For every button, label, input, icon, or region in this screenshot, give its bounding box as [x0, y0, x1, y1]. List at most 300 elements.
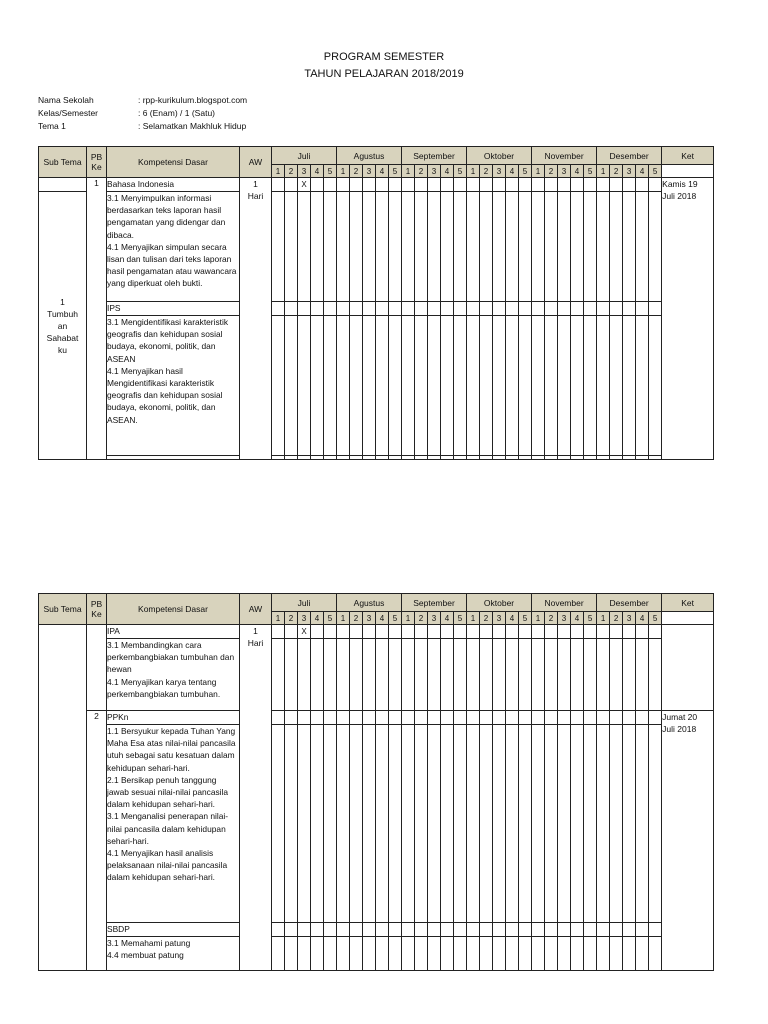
header-month-desember: Desember — [597, 594, 662, 612]
table-row — [39, 302, 714, 316]
schedule-cell — [428, 923, 441, 937]
schedule-cell — [363, 178, 376, 192]
kd-text: 3.1 Mengidentifikasi karakteristik geografis dan kehidupan sosial budaya, ekonomi, politik, dan ASEAN 4.1 Menyajikan hasil Mengidentifikasi karakteristik geografis dan kehidupan sosial budaya, ekonomi, politik, dan ASEAN. — [107, 316, 240, 456]
schedule-cell — [376, 456, 389, 460]
schedule-cell — [506, 192, 519, 302]
schedule-cell — [441, 937, 454, 971]
schedule-cell — [454, 302, 467, 316]
schedule-cell — [636, 711, 649, 725]
schedule-cell — [350, 316, 363, 456]
schedule-cell — [402, 639, 415, 711]
schedule-cell — [402, 192, 415, 302]
schedule-cell — [558, 923, 571, 937]
schedule-cell — [363, 625, 376, 639]
week-3-juli: 3 — [298, 612, 311, 625]
week-1-agustus: 1 — [337, 612, 350, 625]
schedule-cell — [623, 316, 636, 456]
schedule-cell — [272, 192, 285, 302]
schedule-cell — [311, 937, 324, 971]
schedule-cell — [545, 456, 558, 460]
info-value: : rpp-kurikulum.blogspot.com — [138, 95, 248, 105]
schedule-cell — [571, 302, 584, 316]
academic-year: TAHUN PELAJARAN 2018/2019 — [304, 68, 464, 80]
week-1-november: 1 — [532, 612, 545, 625]
schedule-cell — [480, 923, 493, 937]
schedule-cell — [389, 316, 402, 456]
schedule-cell — [558, 937, 571, 971]
schedule-cell — [298, 937, 311, 971]
kd-text: 3.1 Memahami patung 4.4 membuat patung — [107, 937, 240, 971]
schedule-cell — [623, 937, 636, 971]
schedule-cell — [441, 178, 454, 192]
schedule-cell — [610, 178, 623, 192]
schedule-cell — [506, 625, 519, 639]
week-2-oktober: 2 — [480, 165, 493, 178]
schedule-cell — [389, 711, 402, 725]
schedule-cell — [376, 923, 389, 937]
header-kompetensi-dasar: Kompetensi Dasar — [107, 594, 240, 625]
week-4-november: 4 — [571, 612, 584, 625]
schedule-cell — [493, 316, 506, 456]
table-row — [39, 937, 714, 971]
week-2-agustus: 2 — [350, 165, 363, 178]
week-5-juli: 5 — [324, 612, 337, 625]
header-month-agustus: Agustus — [337, 147, 402, 165]
schedule-cell — [584, 192, 597, 302]
schedule-cell — [337, 302, 350, 316]
header-month-november: November — [532, 594, 597, 612]
schedule-cell — [571, 192, 584, 302]
aw-cell: 1 Hari — [240, 625, 272, 971]
schedule-cell — [649, 937, 662, 971]
schedule-cell — [311, 178, 324, 192]
schedule-cell — [467, 937, 480, 971]
schedule-cell — [623, 302, 636, 316]
schedule-cell — [610, 639, 623, 711]
schedule-cell — [350, 639, 363, 711]
schedule-cell — [597, 711, 610, 725]
schedule-cell — [493, 923, 506, 937]
schedule-cell — [610, 302, 623, 316]
schedule-cell — [298, 711, 311, 725]
header-month-agustus: Agustus — [337, 594, 402, 612]
week-1-desember: 1 — [597, 612, 610, 625]
table-row — [39, 178, 714, 192]
schedule-cell — [324, 923, 337, 937]
table-row — [39, 711, 714, 725]
week-2-agustus: 2 — [350, 612, 363, 625]
schedule-cell — [558, 625, 571, 639]
schedule-cell — [532, 711, 545, 725]
schedule-cell — [298, 725, 311, 923]
schedule-cell — [649, 711, 662, 725]
schedule-cell — [337, 316, 350, 456]
info-label: Kelas/Semester — [38, 108, 98, 118]
schedule-cell — [402, 725, 415, 923]
schedule-cell — [415, 316, 428, 456]
table-row-spacer — [39, 456, 714, 460]
schedule-cell — [402, 302, 415, 316]
table-row — [39, 316, 714, 456]
week-3-november: 3 — [558, 165, 571, 178]
schedule-cell — [623, 178, 636, 192]
schedule-cell — [649, 923, 662, 937]
schedule-cell — [454, 639, 467, 711]
schedule-cell — [337, 625, 350, 639]
schedule-cell — [428, 456, 441, 460]
week-3-september: 3 — [428, 165, 441, 178]
schedule-cell — [389, 456, 402, 460]
schedule-cell — [519, 625, 532, 639]
schedule-cell — [610, 625, 623, 639]
schedule-cell — [311, 923, 324, 937]
schedule-cell — [454, 316, 467, 456]
schedule-cell — [532, 316, 545, 456]
schedule-cell — [584, 316, 597, 456]
schedule-cell — [493, 639, 506, 711]
schedule-cell — [610, 711, 623, 725]
schedule-cell — [545, 192, 558, 302]
week-4-agustus: 4 — [376, 612, 389, 625]
schedule-cell — [311, 456, 324, 460]
schedule-cell — [480, 302, 493, 316]
schedule-cell — [298, 923, 311, 937]
schedule-cell — [610, 725, 623, 923]
week-2-desember: 2 — [610, 165, 623, 178]
schedule-cell — [597, 178, 610, 192]
schedule-cell — [480, 178, 493, 192]
schedule-cell — [493, 192, 506, 302]
schedule-cell — [558, 456, 571, 460]
kd-text: 3.1 Membandingkan cara perkembangbiakan tumbuhan dan hewan 4.1 Menyajikan karya tentang perkembangbiakan tumbuhan. — [107, 639, 240, 711]
schedule-cell — [584, 456, 597, 460]
document-title: PROGRAM SEMESTER — [323, 51, 445, 63]
schedule-cell — [610, 937, 623, 971]
schedule-cell — [480, 192, 493, 302]
week-2-september: 2 — [415, 612, 428, 625]
week-5-september: 5 — [454, 165, 467, 178]
schedule-cell — [480, 711, 493, 725]
schedule-cell — [545, 316, 558, 456]
schedule-cell — [532, 937, 545, 971]
schedule-cell — [571, 625, 584, 639]
schedule-cell — [597, 625, 610, 639]
schedule-cell — [467, 316, 480, 456]
schedule-cell — [415, 923, 428, 937]
header-month-september: September — [402, 147, 467, 165]
kd-subject: IPS — [107, 302, 240, 316]
schedule-cell — [428, 639, 441, 711]
info-row-school — [38, 94, 247, 107]
schedule-cell — [532, 192, 545, 302]
week-4-oktober: 4 — [506, 165, 519, 178]
week-4-juli: 4 — [311, 612, 324, 625]
schedule-cell — [311, 192, 324, 302]
schedule-cell — [545, 937, 558, 971]
schedule-cell — [584, 625, 597, 639]
schedule-cell — [519, 725, 532, 923]
schedule-cell — [480, 456, 493, 460]
schedule-cell — [545, 725, 558, 923]
schedule-cell — [493, 725, 506, 923]
schedule-cell — [636, 178, 649, 192]
schedule-cell — [376, 316, 389, 456]
week-5-agustus: 5 — [389, 165, 402, 178]
schedule-cell — [584, 937, 597, 971]
schedule-cell — [350, 923, 363, 937]
week-1-juli: 1 — [272, 612, 285, 625]
schedule-cell — [350, 937, 363, 971]
schedule-cell — [480, 937, 493, 971]
schedule-cell — [571, 923, 584, 937]
header-month-desember: Desember — [597, 147, 662, 165]
schedule-cell — [428, 316, 441, 456]
schedule-cell — [337, 178, 350, 192]
schedule-cell — [415, 625, 428, 639]
week-1-september: 1 — [402, 612, 415, 625]
schedule-cell — [272, 625, 285, 639]
week-3-november: 3 — [558, 612, 571, 625]
schedule-cell — [376, 192, 389, 302]
week-2-juli: 2 — [285, 612, 298, 625]
schedule-cell — [415, 456, 428, 460]
schedule-cell — [519, 302, 532, 316]
ket-subheader — [662, 165, 714, 178]
schedule-cell — [272, 937, 285, 971]
schedule-cell — [467, 456, 480, 460]
schedule-cell — [415, 302, 428, 316]
schedule-cell — [532, 178, 545, 192]
schedule-cell — [467, 725, 480, 923]
week-5-agustus: 5 — [389, 612, 402, 625]
week-2-november: 2 — [545, 165, 558, 178]
info-value: : 6 (Enam) / 1 (Satu) — [138, 108, 215, 118]
schedule-cell — [506, 711, 519, 725]
schedule-cell — [493, 711, 506, 725]
week-1-oktober: 1 — [467, 612, 480, 625]
schedule-cell — [324, 302, 337, 316]
schedule-cell — [558, 302, 571, 316]
schedule-cell — [597, 639, 610, 711]
schedule-cell — [636, 316, 649, 456]
schedule-cell — [584, 302, 597, 316]
kd-subject: PPKn — [107, 711, 240, 725]
header-sub-tema: Sub Tema — [39, 147, 87, 178]
schedule-cell — [285, 456, 298, 460]
schedule-cell — [545, 178, 558, 192]
table-row — [39, 625, 714, 639]
schedule-cell — [363, 711, 376, 725]
schedule-cell — [272, 316, 285, 456]
schedule-cell — [610, 456, 623, 460]
schedule-cell — [623, 923, 636, 937]
week-5-juli: 5 — [324, 165, 337, 178]
schedule-cell — [623, 625, 636, 639]
schedule-cell — [454, 625, 467, 639]
schedule-cell — [610, 316, 623, 456]
table-row — [39, 639, 714, 711]
schedule-cell — [389, 639, 402, 711]
schedule-cell — [285, 302, 298, 316]
schedule-cell — [636, 639, 649, 711]
week-2-oktober: 2 — [480, 612, 493, 625]
schedule-cell — [558, 178, 571, 192]
schedule-cell — [389, 923, 402, 937]
schedule-cell — [324, 639, 337, 711]
schedule-cell — [623, 192, 636, 302]
kd-subject: SBDP — [107, 923, 240, 937]
schedule-cell — [506, 937, 519, 971]
schedule-cell — [337, 456, 350, 460]
schedule-cell — [350, 711, 363, 725]
header-month-juli: Juli — [272, 147, 337, 165]
schedule-cell — [532, 725, 545, 923]
schedule-cell — [428, 302, 441, 316]
schedule-cell — [272, 711, 285, 725]
schedule-cell — [363, 923, 376, 937]
schedule-cell — [623, 456, 636, 460]
schedule-cell — [467, 639, 480, 711]
week-4-september: 4 — [441, 612, 454, 625]
sub-tema-cell — [39, 178, 87, 192]
schedule-cell — [506, 639, 519, 711]
schedule-cell — [285, 316, 298, 456]
schedule-cell — [571, 711, 584, 725]
schedule-cell — [402, 456, 415, 460]
schedule-cell — [389, 302, 402, 316]
schedule-cell — [324, 192, 337, 302]
schedule-cell — [493, 456, 506, 460]
week-4-oktober: 4 — [506, 612, 519, 625]
week-1-november: 1 — [532, 165, 545, 178]
week-2-november: 2 — [545, 612, 558, 625]
schedule-cell — [337, 937, 350, 971]
schedule-cell — [545, 711, 558, 725]
schedule-cell — [623, 639, 636, 711]
schedule-cell — [389, 625, 402, 639]
schedule-cell — [597, 192, 610, 302]
week-3-juli: 3 — [298, 165, 311, 178]
week-1-agustus: 1 — [337, 165, 350, 178]
schedule-cell — [519, 937, 532, 971]
schedule-cell — [441, 316, 454, 456]
schedule-cell — [493, 302, 506, 316]
schedule-cell — [558, 711, 571, 725]
schedule-cell — [454, 711, 467, 725]
schedule-cell — [480, 725, 493, 923]
schedule-cell — [545, 625, 558, 639]
schedule-cell — [493, 178, 506, 192]
schedule-cell — [415, 639, 428, 711]
schedule-cell — [519, 456, 532, 460]
schedule-cell — [363, 725, 376, 923]
schedule-cell — [532, 639, 545, 711]
schedule-cell — [649, 456, 662, 460]
schedule-cell — [272, 725, 285, 923]
schedule-cell — [636, 937, 649, 971]
schedule-cell — [285, 625, 298, 639]
schedule-cell — [571, 456, 584, 460]
ket-cell: Jumat 20 Juli 2018 — [662, 711, 714, 971]
header-sub-tema: Sub Tema — [39, 594, 87, 625]
schedule-cell — [532, 302, 545, 316]
schedule-cell — [454, 192, 467, 302]
schedule-cell — [610, 923, 623, 937]
week-1-juli: 1 — [272, 165, 285, 178]
schedule-cell — [428, 178, 441, 192]
schedule-cell — [324, 937, 337, 971]
schedule-cell — [298, 192, 311, 302]
schedule-cell — [285, 725, 298, 923]
week-2-juli: 2 — [285, 165, 298, 178]
week-4-desember: 4 — [636, 612, 649, 625]
schedule-cell — [402, 316, 415, 456]
schedule-cell — [623, 711, 636, 725]
schedule-cell — [272, 456, 285, 460]
schedule-cell — [441, 192, 454, 302]
schedule-cell — [584, 923, 597, 937]
schedule-cell — [415, 711, 428, 725]
schedule-cell — [454, 456, 467, 460]
schedule-cell — [636, 456, 649, 460]
schedule-cell — [519, 178, 532, 192]
schedule-cell — [272, 923, 285, 937]
schedule-cell — [558, 725, 571, 923]
schedule-cell — [597, 937, 610, 971]
header-month-november: November — [532, 147, 597, 165]
schedule-cell — [376, 302, 389, 316]
schedule-cell — [298, 456, 311, 460]
schedule-cell — [545, 639, 558, 711]
schedule-cell — [649, 192, 662, 302]
schedule-cell — [519, 316, 532, 456]
schedule-cell — [337, 639, 350, 711]
pb-ke-cell: 1 — [87, 178, 107, 460]
week-4-desember: 4 — [636, 165, 649, 178]
schedule-cell — [519, 192, 532, 302]
schedule-cell — [597, 456, 610, 460]
schedule-cell — [324, 178, 337, 192]
schedule-cell — [415, 178, 428, 192]
schedule-cell — [337, 725, 350, 923]
schedule-cell — [311, 302, 324, 316]
schedule-cell — [285, 639, 298, 711]
schedule-cell — [584, 178, 597, 192]
schedule-cell — [402, 923, 415, 937]
schedule-cell — [610, 192, 623, 302]
table-row — [39, 725, 714, 923]
header-month-oktober: Oktober — [467, 147, 532, 165]
ket-cell — [662, 625, 714, 711]
schedule-cell — [454, 923, 467, 937]
schedule-cell — [597, 302, 610, 316]
header-ket: Ket — [662, 594, 714, 612]
week-4-november: 4 — [571, 165, 584, 178]
info-value: : Selamatkan Makhluk Hidup — [138, 121, 247, 131]
week-3-september: 3 — [428, 612, 441, 625]
schedule-cell — [480, 316, 493, 456]
schedule-cell — [506, 923, 519, 937]
schedule-cell — [441, 923, 454, 937]
pb-ke-cell: 2 — [87, 711, 107, 971]
schedule-cell — [649, 625, 662, 639]
schedule-cell — [558, 316, 571, 456]
schedule-cell — [376, 625, 389, 639]
schedule-cell — [480, 639, 493, 711]
schedule-cell — [467, 302, 480, 316]
semester-table-1 — [38, 146, 714, 460]
schedule-cell — [350, 192, 363, 302]
